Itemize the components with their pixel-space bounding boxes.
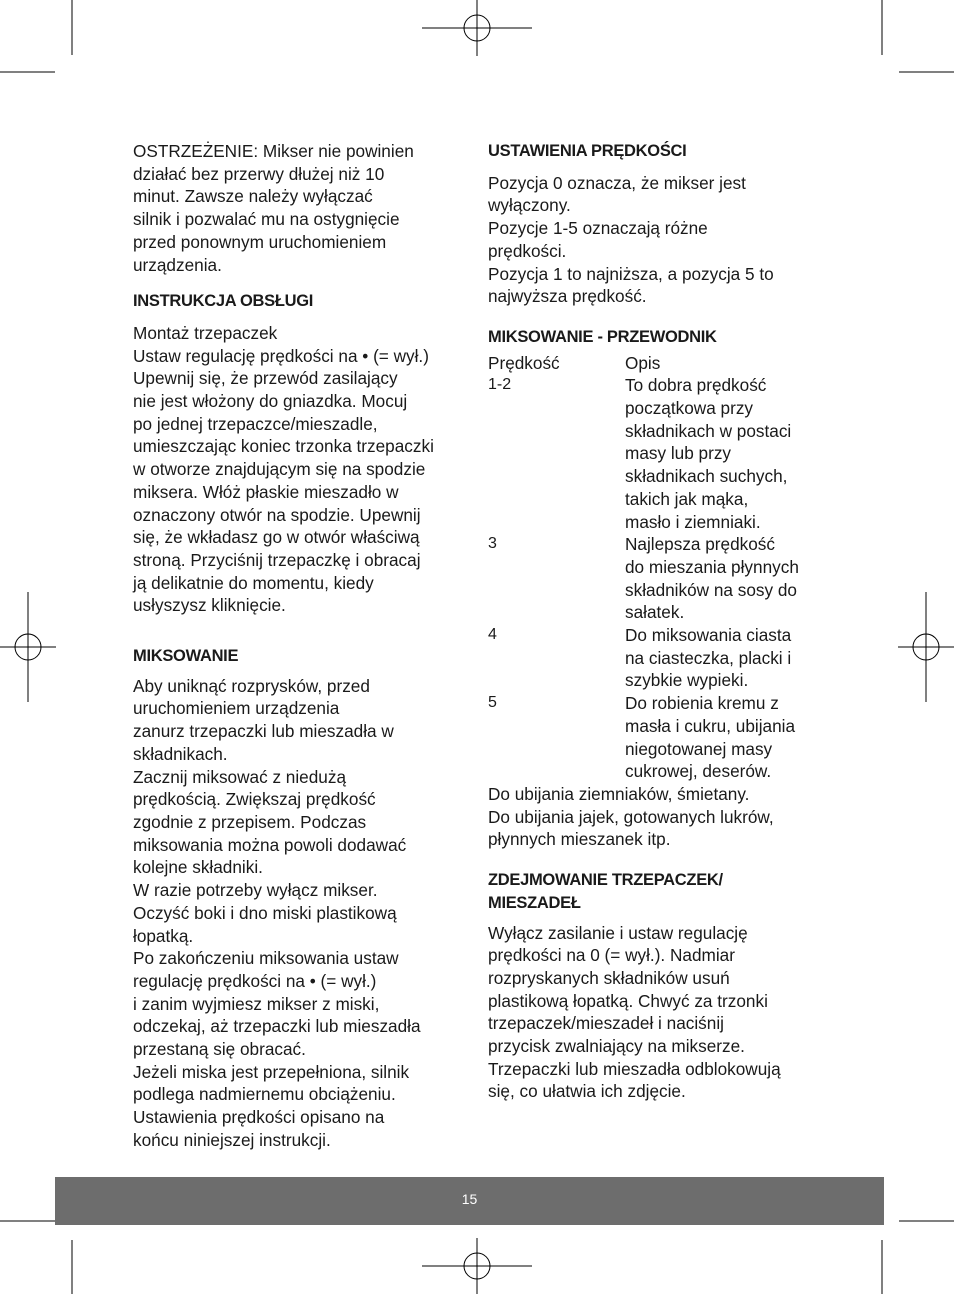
- guide-row: [488, 533, 833, 624]
- guide-row-description: Do robienia kremu z masła i cukru, ubijania niegotowanej masy cukrowej, deserów.: [625, 693, 796, 782]
- speed-settings-text: Pozycja 0 oznacza, że mikser jest wyłączony. Pozycje 1-5 oznaczają różne prędkości. Pozycja 1 to najniższa, a pozycja 5 to najwyższa prędkość.: [488, 172, 774, 307]
- guide-row-speed: 4: [488, 626, 497, 644]
- guide-row-description: Do miksowania ciasta na ciasteczka, placki i szybkie wypieki.: [625, 625, 792, 691]
- guide-row: [488, 624, 833, 692]
- guide-after-text: Do ubijania ziemniaków, śmietany. Do ubijania jajek, gotowanych lukrów, płynnych mieszanek itp.: [488, 783, 774, 850]
- warning-text: OSTRZEŻENIE: Mikser nie powinien działać bez przerwy dłużej niż 10 minut. Zawsze należy wyłączać silnik i pozwalać mu na ostygnięcie przed ponownym uruchomieniem urządzenia.: [133, 141, 414, 275]
- mixing-guide-heading: MIKSOWANIE - PRZEWODNIK: [488, 327, 717, 346]
- guide-row-speed: 1-2: [488, 376, 512, 394]
- guide-row-speed: 5: [488, 694, 497, 712]
- guide-header-row: [488, 352, 833, 375]
- guide-row-speed: 3: [488, 535, 497, 553]
- guide-column-description: Opis: [625, 352, 661, 373]
- speed-settings-heading: USTAWIENIA PRĘDKOŚCI: [488, 142, 687, 160]
- mixing-heading: MIKSOWANIE: [133, 647, 239, 666]
- guide-row: [488, 692, 833, 783]
- crop-mark-top-left: [0, 0, 72, 72]
- registration-mark-right: [898, 592, 954, 702]
- footer-bar: [55, 1177, 884, 1225]
- right-column: [488, 140, 833, 1103]
- registration-mark-left: [0, 592, 56, 702]
- guide-row-description: Najlepsza prędkość do mieszania płynnych składników na sosy do sałatek.: [625, 534, 799, 623]
- instructions-text: Montaż trzepaczek Ustaw regulację prędkości na • (= wył.) Upewnij się, że przewód zasilający nie jest włożony do gniazdka. Mocuj po jednej trzepaczce/mieszadle, umieszczając koniec trzonka trzepaczki w otworze znajdującym się na spodzie miksera. Włóż płaskie mieszadło w oznaczony otwór na spodzie. Upewnij się, że wkładasz go w otwór właściwą stroną. Przyciśnij trzepaczkę i obracaj ją delikatnie do momentu, kiedy usłyszysz kliknięcie.: [133, 322, 434, 616]
- removal-text: Wyłącz zasilanie i ustaw regulację prędkości na 0 (= wył.). Nadmiar rozpryskanych składników usuń plastikową łopatką. Chwyć za trzonki trzepaczek/mieszadeł i naciśnij przycisk zwalniający na mikserze. Trzepaczki lub mieszadła odblokowują się, co ułatwia ich zdjęcie.: [488, 922, 781, 1102]
- guide-column-speed: Prędkość: [488, 352, 560, 373]
- instructions-heading: INSTRUKCJA OBSŁUGI: [133, 292, 314, 311]
- mixing-guide-table: [488, 352, 833, 783]
- crop-mark-bottom-left: [0, 1221, 72, 1294]
- left-column: [133, 140, 468, 1152]
- guide-row: [488, 374, 833, 533]
- guide-row-description: To dobra prędkość początkowa przy składnikach w postaci masy lub przy składnikach suchych, takich jak mąka, masło i ziemniaki.: [625, 375, 792, 532]
- removal-heading: ZDEJMOWANIE TRZEPACZEK/ MIESZADEŁ: [488, 871, 723, 912]
- mixing-text: Aby uniknąć rozprysków, przed uruchomieniem urządzenia zanurz trzepaczki lub mieszadła w składnikach. Zacznij miksować z niedużą prędkością. Zwiększaj prędkość zgodnie z przepisem. Podczas miksowania można powoli dodawać kolejne składniki. W razie potrzeby wyłącz mikser. Oczyść boki i dno miski plastikową łopatką. Po zakończeniu miksowania ustaw regulację prędkości na • (= wył.) i zanim wyjmiesz mikser z miski, odczekaj, aż trzepaczki lub mieszadła przestaną się obracać. Jeżeli miska jest przepełniona, silnik podlega nadmiernemu obciążeniu. Ustawienia prędkości opisano na końcu niniejszej instrukcji.: [133, 675, 421, 1150]
- crop-mark-bottom-right: [882, 1221, 954, 1294]
- page-number: 15: [461, 1191, 478, 1207]
- crop-mark-top-right: [882, 0, 954, 72]
- registration-mark-top: [422, 0, 532, 56]
- registration-mark-bottom: [422, 1238, 532, 1294]
